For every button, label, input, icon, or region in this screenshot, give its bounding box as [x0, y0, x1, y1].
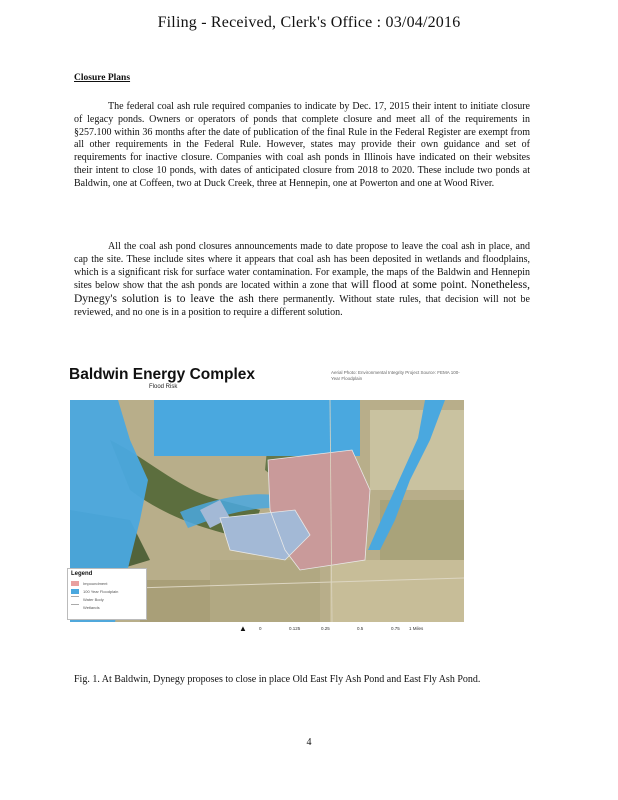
paragraph-closures-part3: there permanently. Without state rules, that decision will not be reviewed, and no one is in a position to require a different solution.	[74, 294, 530, 318]
legend-label: Wetlands	[83, 604, 100, 610]
map-legend	[67, 568, 147, 620]
north-arrow-icon: ▲	[239, 624, 247, 633]
scale-label: 1 Miles	[409, 626, 424, 631]
legend-title: Legend	[71, 571, 93, 577]
section-title: Closure Plans	[74, 73, 131, 83]
scale-label: 0	[259, 626, 262, 631]
legend-item	[71, 595, 146, 603]
baldwin-flood-map	[63, 358, 471, 640]
scale-label: 0.75	[391, 626, 400, 631]
legend-label: 100 Year Floodplain	[83, 588, 119, 594]
scale-label: 0.5	[357, 626, 364, 631]
legend-swatch-floodplain	[71, 589, 79, 594]
legend-item	[71, 579, 146, 587]
legend-item	[71, 603, 146, 611]
figure-caption: Fig. 1. At Baldwin, Dynegy proposes to close in place Old East Fly Ash Pond and East Fly Ash Pond.	[74, 674, 481, 685]
legend-item	[71, 587, 146, 595]
legend-swatch-impoundment	[71, 581, 79, 586]
legend-swatch-water-body	[71, 596, 79, 602]
paragraph-closures	[74, 241, 530, 320]
map-credit: Aerial Photo: Environmental Integrity Project Source: FEMA 100-Year Floodplain	[331, 370, 460, 381]
scale-label: 0.25	[321, 626, 330, 631]
filing-header: Filing - Received, Clerk's Office : 03/04/2016	[157, 14, 461, 31]
page-number: 4	[306, 737, 312, 748]
legend-swatch-wetlands	[71, 604, 79, 610]
paragraph-closures-emphasis: will flood at some point. Nonetheless, Dynegy's solution is to leave the ash	[74, 279, 530, 306]
legend-label: Water Body	[83, 596, 104, 602]
scale-label: 0.125	[289, 626, 301, 631]
scale-bar	[259, 626, 429, 636]
legend-label: Impoundment	[83, 580, 108, 586]
paragraph-intro: The federal coal ash rule required companies to indicate by Dec. 17, 2015 their intent to initiate closure of legacy ponds. Owners or operators of ponds that complete closure and meet all of the requirements in §257.100 within 36 months after the date of publication of the final Rule in the Federal Register are exempt from all other requirements in the Federal Rule. However, states may provide their own guidance and set of requirements for inactive closure. Companies with coal ash ponds in Illinois have indicated on their websites their intent to close 10 ponds, with dates of anticipated closure from 2018 to 2020. These include two ponds at Baldwin, one at Coffeen, two at Duck Creek, three at Hennepin, one at Powerton and one at Wood River.	[74, 101, 530, 189]
map-title: Baldwin Energy Complex	[69, 366, 256, 383]
map-subtitle: Flood Risk	[149, 384, 178, 390]
paragraph-closures-part1: All the coal ash pond closures announcements made to date propose to leave the coal ash in place, and cap the site. These include sites where it appears that coal ash has been deposited in wetlands and floodplains, which is a significant risk for surface water contamination. For example, the maps of the Baldwin and Hennepin sites below show that the ash ponds are located within a zone that	[74, 241, 530, 292]
